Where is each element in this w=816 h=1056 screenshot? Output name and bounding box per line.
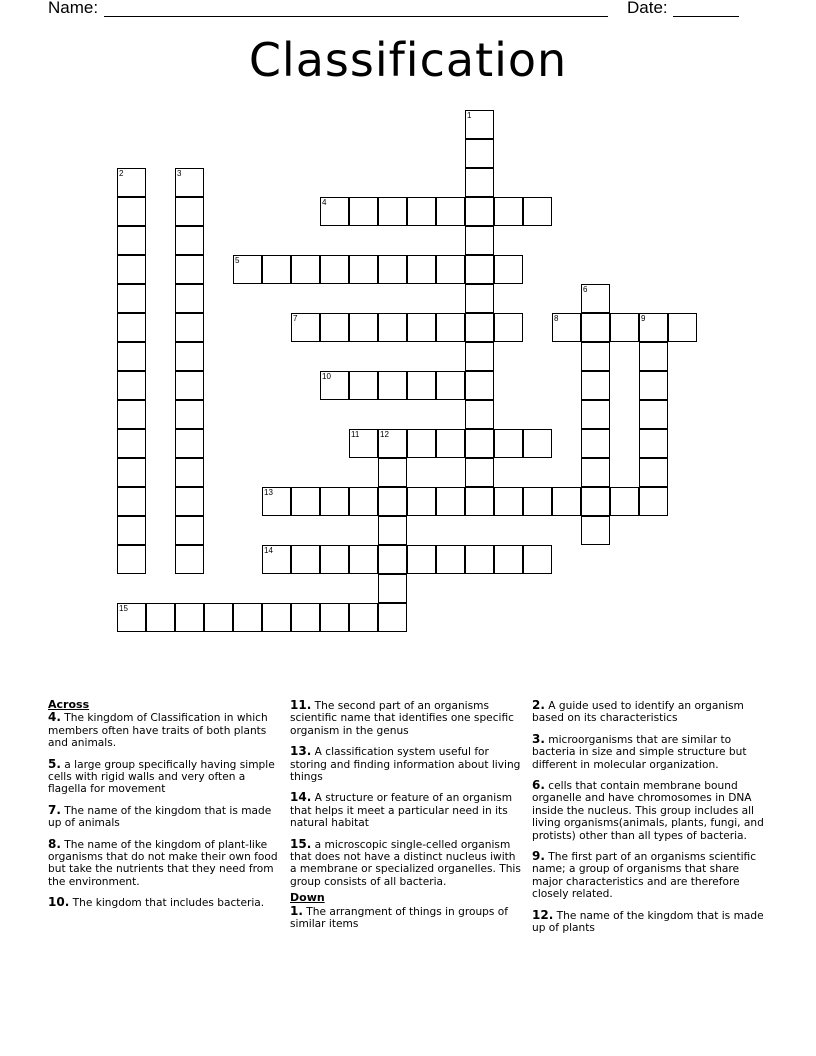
crossword-cell[interactable] — [262, 545, 291, 574]
clues-column-2 — [290, 699, 522, 939]
crossword-cell[interactable] — [117, 168, 146, 197]
down-heading: Down — [290, 891, 325, 905]
crossword-cell[interactable] — [407, 429, 436, 458]
crossword-cell[interactable] — [465, 168, 494, 197]
clue-text: A classification system useful for storing and finding information about living things — [290, 746, 521, 784]
crossword-cell[interactable] — [349, 429, 378, 458]
clue-text: A guide used to identify an organism based on its characteristics — [532, 700, 744, 725]
clue-across-10 — [48, 896, 280, 909]
clue-number: 3. — [532, 731, 545, 746]
crossword-cell[interactable] — [349, 487, 378, 516]
crossword-cell[interactable] — [291, 603, 320, 632]
crossword-cell[interactable] — [233, 603, 262, 632]
crossword-cell[interactable] — [117, 516, 146, 545]
crossword-cell[interactable] — [610, 487, 639, 516]
clue-across-8 — [48, 838, 280, 889]
crossword-cell[interactable] — [465, 400, 494, 429]
crossword-cell[interactable] — [320, 603, 349, 632]
clue-down-6 — [532, 779, 772, 842]
crossword-cell[interactable] — [465, 429, 494, 458]
crossword-cell[interactable] — [175, 429, 204, 458]
clue-across-14 — [290, 791, 522, 829]
crossword-cell[interactable] — [320, 545, 349, 574]
clue-across-4 — [48, 711, 280, 749]
crossword-cell[interactable] — [407, 255, 436, 284]
crossword-cell[interactable] — [175, 168, 204, 197]
crossword-cell[interactable] — [465, 110, 494, 139]
crossword-cell[interactable] — [581, 487, 610, 516]
crossword-cell[interactable] — [494, 313, 523, 342]
cell-number: 1 — [467, 111, 472, 120]
crossword-cell[interactable] — [436, 197, 465, 226]
crossword-cell[interactable] — [117, 313, 146, 342]
crossword-cell[interactable] — [291, 545, 320, 574]
crossword-cell[interactable] — [465, 197, 494, 226]
cell-number: 14 — [264, 546, 273, 555]
crossword-cell[interactable] — [552, 313, 581, 342]
clue-down-3 — [532, 733, 772, 771]
crossword-cell[interactable] — [581, 458, 610, 487]
crossword-cell[interactable] — [378, 487, 407, 516]
clue-text: The second part of an organisms scientific name that identifies one specific organism in the genus — [290, 700, 514, 737]
crossword-cell[interactable] — [465, 284, 494, 313]
cell-number: 2 — [119, 169, 124, 178]
clue-down-9 — [532, 850, 772, 901]
crossword-cell[interactable] — [639, 400, 668, 429]
crossword-cell[interactable] — [320, 197, 349, 226]
clue-text: a large group specifically having simple cells with rigid walls and very often a flagella for movement — [48, 758, 275, 796]
crossword-cell[interactable] — [639, 313, 668, 342]
crossword-cell[interactable] — [117, 371, 146, 400]
crossword-cell[interactable] — [523, 197, 552, 226]
crossword-cell[interactable] — [639, 371, 668, 400]
crossword-cell[interactable] — [407, 487, 436, 516]
clue-number: 2. — [532, 698, 545, 712]
crossword-cell[interactable] — [175, 400, 204, 429]
clue-text: The name of the kingdom that is made up of animals — [48, 804, 272, 830]
clue-text: The first part of an organisms scientific name; a group of organisms that share major characteristics and are therefore closely related. — [532, 851, 757, 901]
crossword-cell[interactable] — [320, 487, 349, 516]
cell-number: 7 — [293, 314, 298, 323]
clue-number: 1. — [290, 903, 303, 918]
clue-number: 12. — [532, 907, 554, 922]
name-label: Name: — [48, 0, 99, 17]
crossword-cell[interactable] — [175, 226, 204, 255]
crossword-cell[interactable] — [465, 458, 494, 487]
crossword-cell[interactable] — [465, 139, 494, 168]
cell-number: 8 — [554, 314, 559, 323]
crossword-cell[interactable] — [117, 400, 146, 429]
clue-number: 8. — [48, 836, 61, 851]
crossword-cell[interactable] — [175, 545, 204, 574]
crossword-cell[interactable] — [465, 487, 494, 516]
crossword-cell[interactable] — [117, 603, 146, 632]
crossword-cell[interactable] — [291, 487, 320, 516]
clue-text: microorganisms that are similar to bacteria in size and simple structure but different in molecular organization. — [532, 733, 747, 771]
crossword-cell[interactable] — [146, 603, 175, 632]
clue-down-12 — [532, 909, 772, 935]
cell-number: 10 — [322, 372, 331, 381]
clue-number: 6. — [532, 778, 545, 793]
cell-number: 11 — [351, 430, 360, 439]
crossword-cell[interactable] — [581, 313, 610, 342]
crossword-cell[interactable] — [494, 545, 523, 574]
date-label: Date: — [627, 0, 668, 17]
clue-number: 14. — [290, 790, 312, 805]
clue-across-13 — [290, 745, 522, 783]
crossword-cell[interactable] — [465, 342, 494, 371]
clue-text: cells that contain membrane bound organelle and have chromosomes in DNA inside the nucleus. This group includes all living organisms(animals, plants, fungi, and protists) other than all types of bacteria. — [532, 780, 764, 842]
cell-number: 12 — [380, 430, 389, 439]
crossword-cell[interactable] — [523, 429, 552, 458]
clue-text: The name of the kingdom that is made up of plants — [532, 909, 764, 935]
crossword-cell[interactable] — [581, 429, 610, 458]
crossword-cell[interactable] — [436, 545, 465, 574]
clue-across-7 — [48, 804, 280, 830]
cell-number: 9 — [641, 314, 646, 323]
crossword-cell[interactable] — [175, 371, 204, 400]
clue-across-5 — [48, 758, 280, 796]
across-heading: Across — [48, 698, 90, 711]
crossword-cell[interactable] — [378, 574, 407, 603]
crossword-cell[interactable] — [291, 255, 320, 284]
crossword-cell[interactable] — [436, 487, 465, 516]
crossword-cell[interactable] — [378, 516, 407, 545]
cell-number: 4 — [322, 198, 327, 207]
clue-text: The name of the kingdom of plant-like organisms that do not make their own food but take the nutrients that they need from the environment. — [48, 838, 278, 888]
crossword-cell[interactable] — [581, 371, 610, 400]
clue-text: The kingdom of Classification in which members often have traits of both plants and animals. — [48, 712, 268, 750]
clue-text: a microscopic single-celled organism that does not have a distinct nucleus iwith a membrane or specialized organelles. This group consists of all bacteria. — [290, 838, 521, 888]
crossword-cell[interactable] — [175, 284, 204, 313]
crossword-cell[interactable] — [117, 226, 146, 255]
crossword-cell[interactable] — [349, 371, 378, 400]
clues-column-1 — [48, 699, 280, 918]
crossword-cell[interactable] — [349, 545, 378, 574]
clue-text: A structure or feature of an organism that helps it meet a particular need in its natural habitat — [290, 792, 513, 830]
crossword-cell[interactable] — [639, 429, 668, 458]
crossword-cell[interactable] — [668, 313, 697, 342]
crossword-cell[interactable] — [436, 371, 465, 400]
clue-number: 10. — [48, 895, 70, 910]
cell-number: 5 — [235, 256, 240, 265]
crossword-cell[interactable] — [610, 313, 639, 342]
crossword-cell[interactable] — [465, 226, 494, 255]
crossword-cell[interactable] — [117, 284, 146, 313]
crossword-cell[interactable] — [175, 197, 204, 226]
crossword-cell[interactable] — [378, 603, 407, 632]
clue-number: 9. — [532, 849, 545, 864]
cell-number: 15 — [119, 604, 128, 613]
clue-across-11 — [290, 699, 522, 737]
crossword-cell[interactable] — [407, 371, 436, 400]
crossword-cell[interactable] — [175, 313, 204, 342]
clue-number: 7. — [48, 802, 61, 817]
clue-number: 13. — [290, 744, 312, 759]
crossword-cell[interactable] — [494, 487, 523, 516]
crossword-cell[interactable] — [465, 371, 494, 400]
crossword-cell[interactable] — [465, 545, 494, 574]
crossword-cell[interactable] — [639, 487, 668, 516]
crossword-cell[interactable] — [378, 458, 407, 487]
crossword-cell[interactable] — [378, 371, 407, 400]
crossword-cell[interactable] — [233, 255, 262, 284]
crossword-cell[interactable] — [349, 313, 378, 342]
clue-down-2 — [532, 699, 772, 725]
clue-number: 4. — [48, 710, 61, 725]
crossword-cell[interactable] — [320, 313, 349, 342]
crossword-cell[interactable] — [175, 516, 204, 545]
crossword-cell[interactable] — [436, 429, 465, 458]
crossword-cell[interactable] — [175, 255, 204, 284]
crossword-cell[interactable] — [262, 603, 291, 632]
crossword-cell[interactable] — [494, 429, 523, 458]
crossword-cell[interactable] — [349, 603, 378, 632]
clue-across-15 — [290, 838, 522, 889]
crossword-cell[interactable] — [552, 487, 581, 516]
crossword-cell[interactable] — [378, 255, 407, 284]
crossword-cell[interactable] — [175, 458, 204, 487]
cell-number: 13 — [264, 488, 273, 497]
crossword-cell[interactable] — [175, 487, 204, 516]
crossword-cell[interactable] — [378, 313, 407, 342]
crossword-cell[interactable] — [494, 197, 523, 226]
crossword-cell[interactable] — [117, 487, 146, 516]
clues-column-3 — [532, 699, 772, 943]
crossword-cell[interactable] — [320, 255, 349, 284]
crossword-cell[interactable] — [465, 313, 494, 342]
cell-number: 3 — [177, 169, 182, 178]
crossword-cell[interactable] — [523, 487, 552, 516]
crossword-cell[interactable] — [581, 516, 610, 545]
crossword-cell[interactable] — [117, 197, 146, 226]
crossword-cell[interactable] — [291, 313, 320, 342]
crossword-cell[interactable] — [436, 255, 465, 284]
clue-number: 11. — [290, 698, 312, 712]
crossword-cell[interactable] — [378, 545, 407, 574]
crossword-cell[interactable] — [378, 197, 407, 226]
crossword-cell[interactable] — [581, 284, 610, 313]
clue-number: 5. — [48, 756, 61, 771]
crossword-cell[interactable] — [262, 487, 291, 516]
crossword-cell[interactable] — [523, 545, 552, 574]
crossword-cell[interactable] — [494, 255, 523, 284]
crossword-cell[interactable] — [378, 429, 407, 458]
crossword-cell[interactable] — [117, 545, 146, 574]
cell-number: 6 — [583, 285, 588, 294]
clue-down-1 — [290, 905, 522, 931]
crossword-cell[interactable] — [175, 342, 204, 371]
crossword-cell[interactable] — [117, 458, 146, 487]
page-title: Classification — [248, 33, 568, 87]
crossword-cell[interactable] — [117, 342, 146, 371]
crossword-cell[interactable] — [407, 197, 436, 226]
crossword-cell[interactable] — [407, 545, 436, 574]
crossword-cell[interactable] — [117, 255, 146, 284]
crossword-cell[interactable] — [349, 255, 378, 284]
crossword-cell[interactable] — [639, 458, 668, 487]
crossword-cell[interactable] — [349, 197, 378, 226]
crossword-cell[interactable] — [407, 313, 436, 342]
crossword-cell[interactable] — [175, 603, 204, 632]
crossword-cell[interactable] — [581, 400, 610, 429]
crossword-cell[interactable] — [204, 603, 233, 632]
crossword-cell[interactable] — [117, 429, 146, 458]
clue-text: The arrangment of things in groups of similar items — [290, 905, 508, 931]
clue-text: The kingdom that includes bacteria. — [72, 897, 265, 910]
crossword-cell[interactable] — [581, 342, 610, 371]
clue-number: 15. — [290, 836, 312, 851]
crossword-cell[interactable] — [465, 255, 494, 284]
crossword-cell[interactable] — [262, 255, 291, 284]
crossword-cell[interactable] — [436, 313, 465, 342]
crossword-cell[interactable] — [320, 371, 349, 400]
crossword-cell[interactable] — [639, 342, 668, 371]
